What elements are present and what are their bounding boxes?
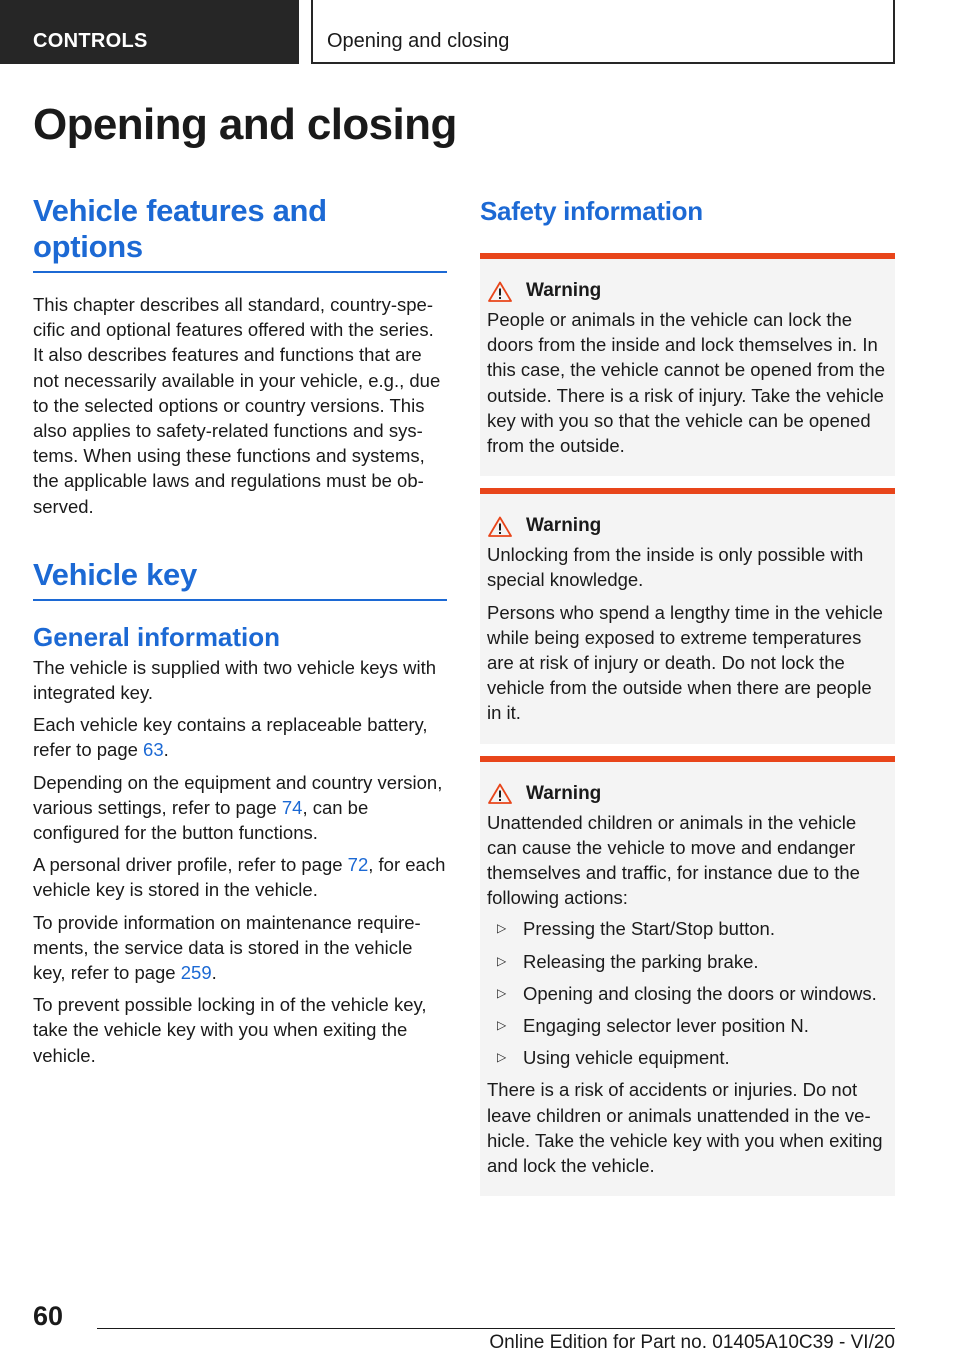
section-tab <box>0 0 299 64</box>
heading-rule <box>33 271 447 273</box>
triangle-bullet-icon: ▷ <box>497 985 507 1000</box>
triangle-bullet-icon: ▷ <box>497 1018 507 1033</box>
warning-title-text: Warning <box>526 515 602 537</box>
heading-safety-information: Safety information <box>480 196 703 226</box>
warning-paragraph: Unlocking from the inside is only possible with special knowledge. <box>487 544 864 591</box>
warning-paragraph: Unattended children or animals in the vehicle can cause the vehicle to move and endanger themselves and traffic, for instance due to the following actions: <box>487 811 860 909</box>
paragraph-settings <box>33 770 447 846</box>
warning-box-3 <box>480 756 895 1197</box>
warning-box-2 <box>480 488 895 743</box>
paragraph-text: To provide information on maintenance requirements, the service data is stored in the vehicle key, refer to page <box>33 911 421 984</box>
warning-paragraph: There is a risk of accidents or injuries. Do not leave children or animals unattended in the vehicle. Take the vehicle key with you when exiting and lock the vehicle. <box>487 1079 883 1177</box>
paragraph-driver-profile <box>33 852 447 902</box>
footer-rule <box>97 1328 895 1329</box>
heading-vehicle-features: Vehicle features and options <box>33 193 327 264</box>
page-title: Opening and closing <box>33 100 457 149</box>
right-column <box>480 193 895 1196</box>
warning-title <box>487 279 888 303</box>
section-label: CONTROLS <box>33 30 148 52</box>
warning-box-1 <box>480 253 895 476</box>
warning-paragraph: People or animals in the vehicle can lock the doors from the inside and lock themselves in. In this case, the vehicle cannot be opened from the outside. There is a risk of injury. Take the vehicle key with you so that the vehicle can be opened from the outside. <box>487 309 886 457</box>
chapter-label: Opening and closing <box>327 30 510 52</box>
footer-edition: Online Edition for Part no. 01405A10C39 - VI/20 <box>489 1332 895 1353</box>
paragraph-battery <box>33 712 447 762</box>
chapter-tab <box>311 0 895 64</box>
page-number: 60 <box>33 1301 64 1331</box>
page-link-63[interactable]: 63 <box>143 739 164 761</box>
paragraph-text: A personal driver profile, refer to page <box>33 854 348 876</box>
action-list <box>487 916 888 1070</box>
paragraph-two-keys: The vehicle is supplied with two vehicle keys with integrated key. <box>33 656 437 704</box>
heading-vehicle-key: Vehicle key <box>33 557 447 601</box>
warning-paragraph: Persons who spend a lengthy time in the vehicle while being exposed to extreme temperatures are at risk of injury or death. Do not lock the vehicle from the outside when there are people in it. <box>487 601 883 724</box>
list-item-text: Using vehicle equipment. <box>523 1047 730 1069</box>
paragraph-text: , can be configured for the button functions. <box>33 796 369 844</box>
list-item <box>487 1013 888 1038</box>
left-column <box>33 193 447 1068</box>
paragraph-text: Each vehicle key contains a replaceable battery, refer to page <box>33 714 428 761</box>
paragraph-text: . <box>163 739 169 761</box>
triangle-bullet-icon: ▷ <box>497 953 507 968</box>
paragraph-text: . <box>211 962 217 984</box>
list-item-text: Opening and closing the doors or windows. <box>523 982 877 1004</box>
list-item <box>487 949 888 974</box>
paragraph-text: , for each vehicle key is stored in the vehicle. <box>33 854 446 901</box>
list-item <box>487 1045 888 1070</box>
heading-general-information: General information <box>33 621 281 652</box>
warning-title-text: Warning <box>526 782 602 804</box>
list-item <box>487 981 888 1006</box>
warning-title-text: Warning <box>526 280 602 301</box>
list-item <box>487 916 888 941</box>
triangle-bullet-icon: ▷ <box>497 921 507 936</box>
triangle-bullet-icon: ▷ <box>497 1050 507 1065</box>
list-item-text: Releasing the parking brake. <box>523 950 759 972</box>
page-link-74[interactable]: 74 <box>281 796 303 818</box>
list-item-text: Pressing the Start/Stop button. <box>523 918 775 940</box>
paragraph-locking-in: To prevent possible locking in of the vehicle key, take the vehicle key with you when exiting the vehicle. <box>33 994 427 1066</box>
warning-triangle-icon <box>488 516 512 537</box>
page-link-259[interactable]: 259 <box>180 962 212 984</box>
warning-triangle-icon <box>488 783 512 804</box>
warning-title <box>487 782 888 806</box>
warning-triangle-icon <box>488 281 512 302</box>
warning-title <box>487 514 888 538</box>
list-item-text: Engaging selector lever position N. <box>523 1015 809 1037</box>
features-paragraph: This chapter describes all standard, country-specific and optional features offered with the series. It also describes features and functions that are not necessarily available in your vehicle, e.g., due to the selected options or country versions. This also applies to safety-related functions and systems. When using these functions and systems, the applicable laws and regulations must be observed. <box>33 294 441 517</box>
paragraph-service-data <box>33 910 447 986</box>
paragraph-text: Depending on the equipment and country version, various settings, refer to page <box>33 771 443 818</box>
page-link-72[interactable]: 72 <box>347 854 369 876</box>
